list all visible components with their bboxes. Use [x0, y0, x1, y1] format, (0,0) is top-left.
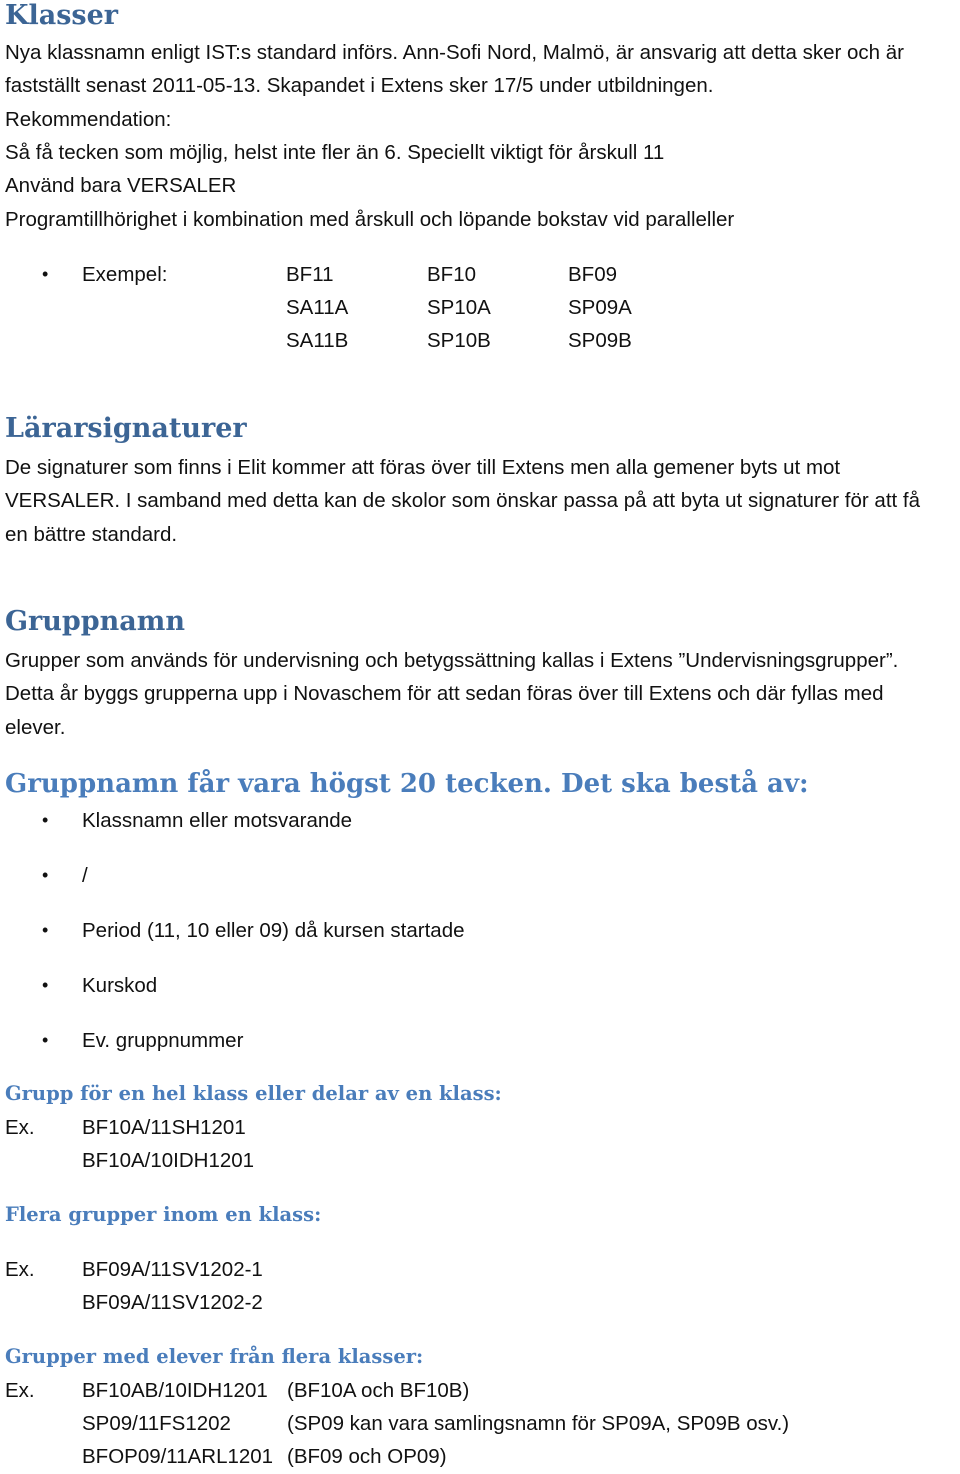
example-cell: BF10 — [427, 263, 476, 286]
rule-item: Kurskod — [82, 974, 158, 997]
example-code: BF10A/11SH1201 — [82, 1116, 246, 1139]
klasser-line: Programtillhörighet i kombination med årskull och löpande bokstav vid paralleller — [5, 208, 735, 231]
hel-klass-heading: Grupp för en hel klass eller delar av en klass: — [5, 1082, 502, 1105]
bullet-marker: • — [42, 810, 49, 830]
example-cell: SA11A — [286, 296, 349, 319]
rule-item: Period (11, 10 eller 09) då kursen startade — [82, 919, 465, 942]
gruppnamn-line: elever. — [5, 716, 66, 739]
example-code: BF10A/10IDH1201 — [82, 1149, 255, 1172]
gruppnamn-line: Grupper som används för undervisning och betygssättning kallas i Extens ”Undervisningsgrupper”. — [5, 649, 899, 672]
lararsignaturer-line: VERSALER. I samband med detta kan de skolor som önskar passa på att byta ut signaturer för att få — [5, 489, 921, 512]
gruppnamn-rule-heading: Gruppnamn får vara högst 20 tecken. Det ska bestå av: — [5, 769, 809, 799]
bullet-marker: • — [42, 975, 49, 995]
lararsignaturer-heading: Lärarsignaturer — [5, 413, 247, 444]
gruppnamn-heading: Gruppnamn — [5, 606, 185, 637]
example-code: BF09A/11SV1202-1 — [82, 1258, 263, 1281]
example-note: (BF09 och OP09) — [287, 1445, 447, 1468]
klasser-line: Rekommendation: — [5, 108, 172, 131]
klasser-line: fastställt senast 2011-05-13. Skapandet i Extens sker 17/5 under utbildningen. — [5, 74, 714, 97]
example-code: BFOP09/11ARL1201 — [82, 1445, 274, 1468]
example-cell: SA11B — [286, 329, 349, 352]
example-code: SP09/11FS1202 — [82, 1412, 231, 1435]
example-cell: SP09A — [568, 296, 632, 319]
ex-label: Ex. — [5, 1258, 35, 1281]
rule-item: / — [82, 864, 88, 887]
example-label: Exempel: — [82, 263, 168, 286]
flera-klasser-heading: Grupper med elever från flera klasser: — [5, 1345, 424, 1368]
example-cell: SP09B — [568, 329, 632, 352]
example-code: BF10AB/10IDH1201 — [82, 1379, 268, 1402]
klasser-heading: Klasser — [5, 0, 119, 31]
klasser-line: Så få tecken som möjlig, helst inte fler än 6. Speciellt viktigt för årskull 11 — [5, 141, 665, 164]
example-note: (SP09 kan vara samlingsnamn för SP09A, SP09B osv.) — [287, 1412, 790, 1435]
bullet-marker: • — [42, 865, 49, 885]
lararsignaturer-line: De signaturer som finns i Elit kommer att föras över till Extens men alla gemener byts ut mot — [5, 456, 841, 479]
lararsignaturer-line: en bättre standard. — [5, 523, 178, 546]
example-code: BF09A/11SV1202-2 — [82, 1291, 263, 1314]
ex-label: Ex. — [5, 1379, 35, 1402]
example-cell: SP10A — [427, 296, 491, 319]
klasser-line: Nya klassnamn enligt IST:s standard införs. Ann-Sofi Nord, Malmö, är ansvarig att detta sker och är — [5, 41, 904, 64]
bullet-marker: • — [42, 920, 49, 940]
ex-label: Ex. — [5, 1116, 35, 1139]
example-cell: BF11 — [286, 263, 334, 286]
bullet-marker: • — [42, 1030, 49, 1050]
example-cell: BF09 — [568, 263, 617, 286]
flera-grupper-heading: Flera grupper inom en klass: — [5, 1203, 322, 1226]
rule-item: Ev. gruppnummer — [82, 1029, 244, 1052]
example-note: (BF10A och BF10B) — [287, 1379, 470, 1402]
gruppnamn-line: Detta år byggs grupperna upp i Novaschem för att sedan föras över till Extens och där fyllas med — [5, 682, 884, 705]
klasser-line: Använd bara VERSALER — [5, 174, 237, 197]
bullet-marker: • — [42, 264, 49, 284]
rule-item: Klassnamn eller motsvarande — [82, 809, 353, 832]
example-cell: SP10B — [427, 329, 491, 352]
